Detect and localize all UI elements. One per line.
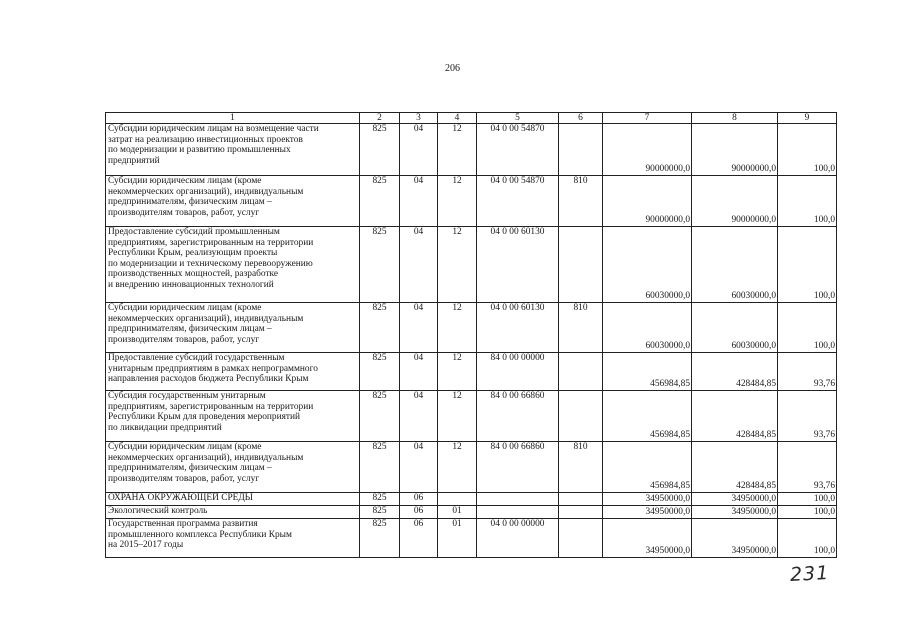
target-article-cell: 84 0 00 00000 xyxy=(477,353,559,391)
planned-amount-cell: 34950000,0 xyxy=(603,519,692,558)
table-row xyxy=(106,506,837,519)
subsection-code-cell xyxy=(438,493,477,506)
section-code-cell: 06 xyxy=(400,493,438,506)
table-row xyxy=(106,227,837,303)
ministry-code-cell: 825 xyxy=(360,176,400,227)
expense-type-cell xyxy=(559,493,603,506)
percent-cell: 93,76 xyxy=(778,442,837,493)
target-article-cell: 84 0 00 66860 xyxy=(477,391,559,442)
column-number: 9 xyxy=(778,113,837,124)
executed-amount-cell: 34950000,0 xyxy=(692,506,778,519)
target-article-cell: 84 0 00 66860 xyxy=(477,442,559,493)
column-number: 1 xyxy=(106,113,360,124)
subsection-code-cell: 12 xyxy=(438,303,477,353)
planned-amount-cell: 60030000,0 xyxy=(603,303,692,353)
planned-amount-cell: 456984,85 xyxy=(603,442,692,493)
percent-cell: 100,0 xyxy=(778,227,837,303)
section-code-cell: 04 xyxy=(400,227,438,303)
executed-amount-cell: 428484,85 xyxy=(692,391,778,442)
table-row xyxy=(106,391,837,442)
percent-cell: 100,0 xyxy=(778,303,837,353)
table-row xyxy=(106,353,837,391)
expense-type-cell xyxy=(559,519,603,558)
ministry-code-cell: 825 xyxy=(360,506,400,519)
page-number: 206 xyxy=(445,63,460,74)
executed-amount-cell: 34950000,0 xyxy=(692,493,778,506)
row-name-cell: Государственная программа развития промышленного комплекса Республики Крым на 2015–2017 годы xyxy=(106,519,360,558)
percent-cell: 100,0 xyxy=(778,519,837,558)
expense-type-cell: 810 xyxy=(559,176,603,227)
executed-amount-cell: 90000000,0 xyxy=(692,176,778,227)
subsection-code-cell: 12 xyxy=(438,227,477,303)
row-name-cell: Предоставление субсидий государственным унитарным предприятиям в рамках непрограммного направления расходов бюджета Республики Крым xyxy=(106,353,360,391)
planned-amount-cell: 60030000,0 xyxy=(603,227,692,303)
percent-cell: 93,76 xyxy=(778,353,837,391)
subsection-code-cell: 12 xyxy=(438,391,477,442)
planned-amount-cell: 90000000,0 xyxy=(603,176,692,227)
target-article-cell: 04 0 00 54870 xyxy=(477,176,559,227)
section-code-cell: 04 xyxy=(400,391,438,442)
section-code-cell: 06 xyxy=(400,519,438,558)
column-number: 4 xyxy=(438,113,477,124)
table-row xyxy=(106,124,837,176)
ministry-code-cell: 825 xyxy=(360,124,400,176)
executed-amount-cell: 428484,85 xyxy=(692,353,778,391)
column-number: 5 xyxy=(477,113,559,124)
subsection-code-cell: 12 xyxy=(438,442,477,493)
percent-cell: 100,0 xyxy=(778,124,837,176)
column-number: 6 xyxy=(559,113,603,124)
expense-type-cell xyxy=(559,227,603,303)
expense-type-cell xyxy=(559,506,603,519)
ministry-code-cell: 825 xyxy=(360,353,400,391)
ministry-code-cell: 825 xyxy=(360,391,400,442)
table-row xyxy=(106,303,837,353)
target-article-cell: 04 0 00 00000 xyxy=(477,519,559,558)
executed-amount-cell: 34950000,0 xyxy=(692,519,778,558)
planned-amount-cell: 456984,85 xyxy=(603,353,692,391)
section-code-cell: 04 xyxy=(400,303,438,353)
planned-amount-cell: 90000000,0 xyxy=(603,124,692,176)
planned-amount-cell: 34950000,0 xyxy=(603,493,692,506)
subsection-code-cell: 01 xyxy=(438,519,477,558)
subsection-code-cell: 12 xyxy=(438,176,477,227)
subsection-code-cell: 12 xyxy=(438,353,477,391)
ministry-code-cell: 825 xyxy=(360,493,400,506)
handwritten-page-number: 231 xyxy=(789,561,830,587)
table-row xyxy=(106,176,837,227)
expense-type-cell xyxy=(559,391,603,442)
target-article-cell xyxy=(477,493,559,506)
subsection-code-cell: 12 xyxy=(438,124,477,176)
target-article-cell: 04 0 00 54870 xyxy=(477,124,559,176)
section-code-cell: 04 xyxy=(400,124,438,176)
row-name-cell: Субсидии юридическим лицам (кроме некоммерческих организаций), индивидуальным предпринимателям, физическим лицам – производителям товаров, работ, услуг xyxy=(106,303,360,353)
section-code-cell: 06 xyxy=(400,506,438,519)
target-article-cell: 04 0 00 60130 xyxy=(477,303,559,353)
target-article-cell: 04 0 00 60130 xyxy=(477,227,559,303)
ministry-code-cell: 825 xyxy=(360,303,400,353)
executed-amount-cell: 60030000,0 xyxy=(692,227,778,303)
budget-table xyxy=(105,112,837,558)
section-code-cell: 04 xyxy=(400,353,438,391)
executed-amount-cell: 428484,85 xyxy=(692,442,778,493)
table-row xyxy=(106,519,837,558)
row-name-cell: Субсидии юридическим лицам на возмещение части затрат на реализацию инвестиционных проектов по модернизации и развитию промышленных предприятий xyxy=(106,124,360,176)
planned-amount-cell: 34950000,0 xyxy=(603,506,692,519)
executed-amount-cell: 60030000,0 xyxy=(692,303,778,353)
section-code-cell: 04 xyxy=(400,442,438,493)
executed-amount-cell: 90000000,0 xyxy=(692,124,778,176)
percent-cell: 93,76 xyxy=(778,391,837,442)
column-number-row xyxy=(106,113,837,124)
expense-type-cell: 810 xyxy=(559,303,603,353)
row-name-cell: ОХРАНА ОКРУЖАЮЩЕЙ СРЕДЫ xyxy=(106,493,360,506)
subsection-code-cell: 01 xyxy=(438,506,477,519)
ministry-code-cell: 825 xyxy=(360,519,400,558)
expense-type-cell xyxy=(559,124,603,176)
column-number: 2 xyxy=(360,113,400,124)
planned-amount-cell: 456984,85 xyxy=(603,391,692,442)
ministry-code-cell: 825 xyxy=(360,227,400,303)
table-row xyxy=(106,493,837,506)
row-name-cell: Субсидии юридическим лицам (кроме некоммерческих организаций), индивидуальным предпринимателям, физическим лицам – производителям товаров, работ, услуг xyxy=(106,442,360,493)
percent-cell: 100,0 xyxy=(778,506,837,519)
section-code-cell: 04 xyxy=(400,176,438,227)
percent-cell: 100,0 xyxy=(778,493,837,506)
row-name-cell: Предоставление субсидий промышленным предприятиям, зарегистрированным на территории Республики Крым, реализующим проекты по модернизации и техническому перевооружению производственных мощностей, разработке и внедрению инновационных технологий xyxy=(106,227,360,303)
table-row xyxy=(106,442,837,493)
row-name-cell: Субсидия государственным унитарным предприятиям, зарегистрированным на территории Республики Крым для проведения мероприятий по ликвидации предприятий xyxy=(106,391,360,442)
row-name-cell: Субсидии юридическим лицам (кроме некоммерческих организаций), индивидуальным предпринимателям, физическим лицам – производителям товаров, работ, услуг xyxy=(106,176,360,227)
row-name-cell: Экологический контроль xyxy=(106,506,360,519)
column-number: 3 xyxy=(400,113,438,124)
column-number: 7 xyxy=(603,113,692,124)
expense-type-cell: 810 xyxy=(559,442,603,493)
target-article-cell xyxy=(477,506,559,519)
ministry-code-cell: 825 xyxy=(360,442,400,493)
expense-type-cell xyxy=(559,353,603,391)
percent-cell: 100,0 xyxy=(778,176,837,227)
column-number: 8 xyxy=(692,113,778,124)
